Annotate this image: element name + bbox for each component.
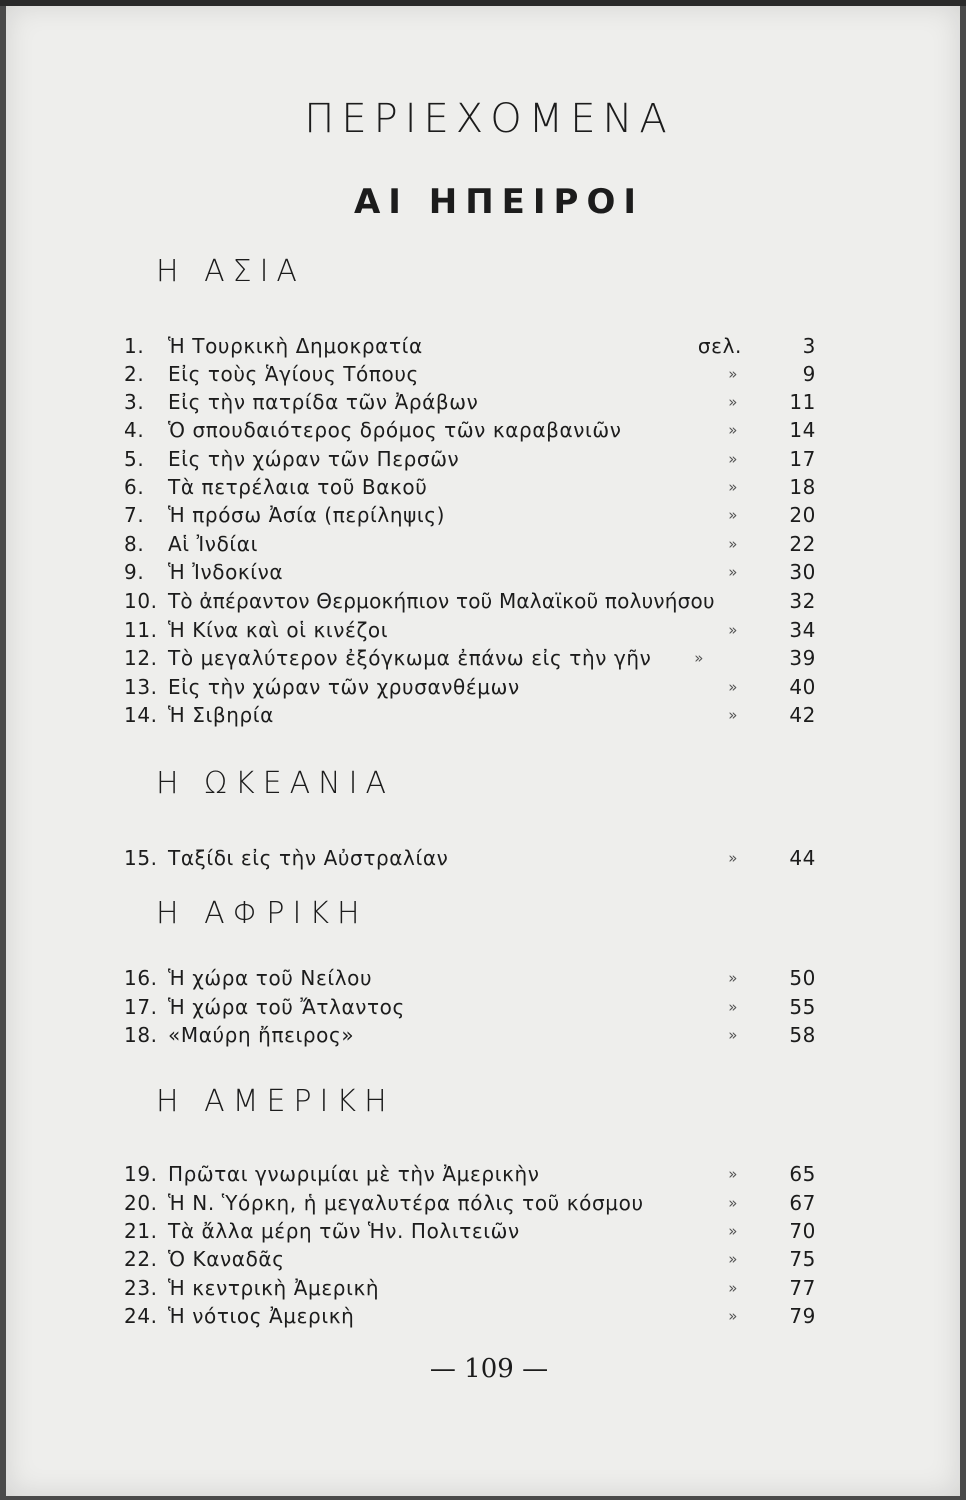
ditto-mark: »: [728, 450, 738, 468]
toc-title: Ἡ Ἰνδοκίνα: [168, 560, 284, 584]
toc-row: [124, 1189, 824, 1217]
toc-row: [124, 501, 824, 529]
toc-number: 8.: [124, 532, 145, 556]
toc-number: 23.: [124, 1276, 158, 1300]
toc-row: [124, 993, 824, 1021]
toc-row: [124, 445, 824, 473]
ditto-mark: »: [728, 998, 738, 1016]
toc-page: 22: [789, 532, 816, 556]
toc-row: [124, 1274, 824, 1302]
toc-title: Τὰ πετρέλαια τοῦ Βακοῦ: [168, 475, 428, 499]
toc-number: 22.: [124, 1247, 158, 1271]
toc-row: [124, 360, 824, 388]
toc-page: 44: [789, 846, 816, 870]
page-subtitle: ΑΙ ΗΠΕΙΡΟΙ: [353, 182, 645, 222]
toc-title: Ὁ Καναδᾶς: [168, 1247, 285, 1271]
toc-page: 75: [789, 1247, 816, 1271]
toc-title: Ἡ Κίνα καὶ οἱ κινέζοι: [168, 618, 389, 642]
toc-number: 5.: [124, 447, 145, 471]
toc-row: [124, 1160, 824, 1188]
ditto-mark: »: [728, 1279, 738, 1297]
toc-page: 11: [789, 390, 816, 414]
toc-row: [124, 587, 824, 615]
toc-page: 55: [789, 995, 816, 1019]
toc-number: 12.: [124, 646, 158, 670]
toc-page: 14: [789, 418, 816, 442]
toc-row: [124, 1302, 824, 1330]
toc-title: Αἱ Ἰνδίαι: [168, 532, 258, 556]
ditto-mark: »: [728, 393, 738, 411]
toc-page: 30: [789, 560, 816, 584]
toc-page: 9: [802, 362, 816, 386]
toc-page: 3: [802, 334, 816, 358]
toc-number: 9.: [124, 560, 145, 584]
toc-page: 67: [789, 1191, 816, 1215]
toc-number: 10.: [124, 589, 158, 613]
toc-page: 39: [789, 646, 816, 670]
toc-number: 19.: [124, 1162, 158, 1186]
toc-title: Ἡ χώρα τοῦ Νείλου: [168, 966, 373, 990]
toc-title: Ἡ πρόσω Ἀσία (περίληψις): [168, 503, 446, 527]
scan-edge: [0, 0, 966, 6]
section-heading-america: Η ΑΜΕΡΙΚΗ: [156, 1084, 395, 1119]
page-label: σελ.: [697, 334, 742, 358]
section-heading-asia: Η ΑΣΙΑ: [156, 254, 305, 289]
toc-page: 65: [789, 1162, 816, 1186]
toc-title: Ἡ Τουρκικὴ Δημοκρατία: [168, 334, 423, 358]
ditto-mark: »: [728, 365, 738, 383]
ditto-mark: »: [728, 1194, 738, 1212]
toc-row: [124, 388, 824, 416]
toc-page: 70: [789, 1219, 816, 1243]
toc-title: Εἰς τὴν χώραν τῶν Περσῶν: [168, 447, 460, 471]
ditto-mark: »: [728, 1165, 738, 1183]
toc-number: 16.: [124, 966, 158, 990]
toc-title: Εἰς τὴν πατρίδα τῶν Ἀράβων: [168, 390, 479, 414]
toc-title: Τὰ ἄλλα μέρη τῶν Ἡν. Πολιτειῶν: [168, 1219, 520, 1243]
toc-row: [124, 1217, 824, 1245]
toc-page: 18: [789, 475, 816, 499]
ditto-mark: »: [728, 1250, 738, 1268]
toc-row: [124, 701, 824, 729]
toc-title: Ἡ Ν. Ὑόρκη, ἡ μεγαλυτέρα πόλις τοῦ κόσμου: [168, 1191, 644, 1215]
page-title: ΠΕΡΙΕΧΟΜΕΝΑ: [304, 96, 674, 142]
toc-number: 17.: [124, 995, 158, 1019]
toc-title: «Μαύρη ἤπειρος»: [168, 1023, 355, 1047]
page-number-footer: — 109 —: [429, 1354, 549, 1384]
toc-row: [124, 644, 824, 672]
toc-title: Ἡ κεντρικὴ Ἀμερικὴ: [168, 1276, 380, 1300]
toc-number: 18.: [124, 1023, 158, 1047]
toc-page: 50: [789, 966, 816, 990]
toc-title: Εἰς τὴν χώραν τῶν χρυσανθέμων: [168, 675, 520, 699]
toc-row: [124, 844, 824, 872]
ditto-mark: »: [728, 706, 738, 724]
toc-number: 2.: [124, 362, 145, 386]
ditto-mark: »: [728, 1307, 738, 1325]
toc-number: 14.: [124, 703, 158, 727]
toc-page: 40: [789, 675, 816, 699]
toc-row: [124, 1245, 824, 1273]
section-heading-oceania: Η ΩΚΕΑΝΙΑ: [156, 766, 394, 801]
toc-row: [124, 332, 824, 360]
toc-title: Τὸ μεγαλύτερον ἐξόγκωμα ἐπάνω εἰς τὴν γῆν: [168, 646, 652, 670]
toc-row: [124, 964, 824, 992]
ditto-mark: »: [728, 1222, 738, 1240]
toc-page: 42: [789, 703, 816, 727]
toc-page: 79: [789, 1304, 816, 1328]
toc-number: 6.: [124, 475, 145, 499]
ditto-mark: »: [728, 678, 738, 696]
toc-number: 20.: [124, 1191, 158, 1215]
toc-page: 20: [789, 503, 816, 527]
ditto-mark: »: [694, 649, 704, 667]
toc-title: Πρῶται γνωριμίαι μὲ τὴν Ἀμερικὴν: [168, 1162, 540, 1186]
toc-number: 15.: [124, 846, 158, 870]
ditto-mark: »: [728, 563, 738, 581]
toc-number: 24.: [124, 1304, 158, 1328]
toc-number: 7.: [124, 503, 145, 527]
toc-page: 17: [789, 447, 816, 471]
book-page: [6, 4, 960, 1496]
toc-title: Τὸ ἀπέραντον Θερμοκήπιον τοῦ Μαλαϊκοῦ πολυνήσου: [168, 589, 715, 613]
ditto-mark: »: [728, 421, 738, 439]
toc-number: 4.: [124, 418, 145, 442]
toc-number: 11.: [124, 618, 158, 642]
toc-row: [124, 473, 824, 501]
toc-page: 77: [789, 1276, 816, 1300]
toc-page: 34: [789, 618, 816, 642]
toc-title: Εἰς τοὺς Ἁγίους Τόπους: [168, 362, 419, 386]
toc-title: Ταξίδι εἰς τὴν Αὐστραλίαν: [168, 846, 449, 870]
ditto-mark: »: [728, 621, 738, 639]
section-heading-africa: Η ΑΦΡΙΚΗ: [156, 896, 368, 931]
toc-row: [124, 530, 824, 558]
toc-row: [124, 416, 824, 444]
toc-page: 58: [789, 1023, 816, 1047]
toc-row: [124, 673, 824, 701]
toc-number: 21.: [124, 1219, 158, 1243]
toc-number: 1.: [124, 334, 145, 358]
ditto-mark: »: [728, 535, 738, 553]
toc-row: [124, 558, 824, 586]
ditto-mark: »: [728, 506, 738, 524]
toc-number: 13.: [124, 675, 158, 699]
toc-page: 32: [789, 589, 816, 613]
toc-row: [124, 616, 824, 644]
ditto-mark: »: [728, 1026, 738, 1044]
toc-title: Ἡ χώρα τοῦ Ἄτλαντος: [168, 995, 405, 1019]
toc-number: 3.: [124, 390, 145, 414]
ditto-mark: »: [728, 478, 738, 496]
ditto-mark: »: [728, 849, 738, 867]
toc-row: [124, 1021, 824, 1049]
toc-title: Ἡ Σιβηρία: [168, 703, 274, 727]
toc-title: Ἡ νότιος Ἀμερικὴ: [168, 1304, 355, 1328]
ditto-mark: »: [728, 969, 738, 987]
toc-title: Ὁ σπουδαιότερος δρόμος τῶν καραβανιῶν: [168, 418, 622, 442]
